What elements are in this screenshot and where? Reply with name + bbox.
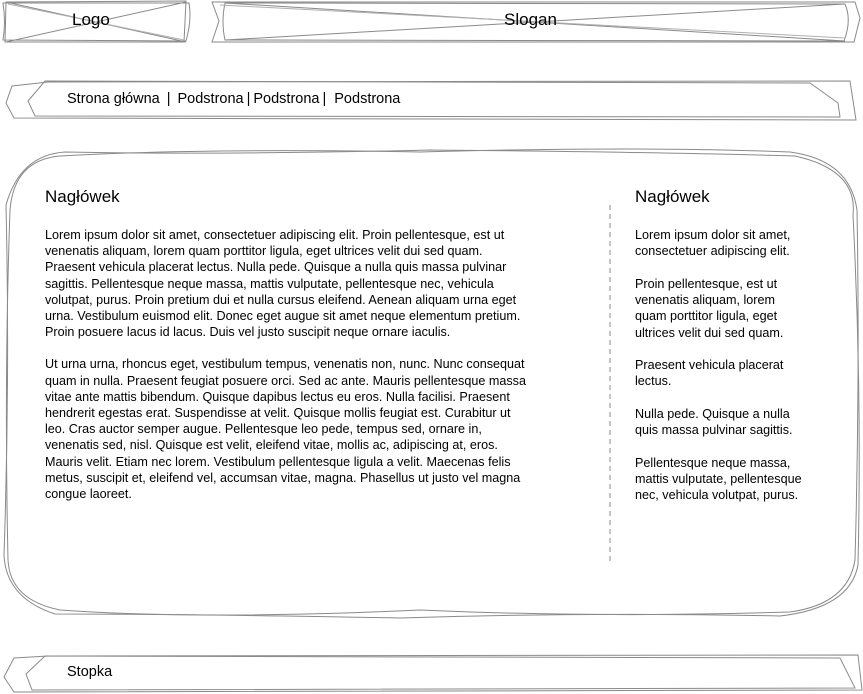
sidebar-heading: Nagłówek [635, 187, 710, 206]
nav-item-home[interactable]: Strona główna [67, 91, 160, 107]
nav-item-subpage-2[interactable]: Podstrona [253, 91, 320, 107]
main-nav [67, 91, 400, 107]
main-paragraph: Lorem ipsum dolor sit amet, consectetuer adipiscing elit. Proin pellentesque, est ut venenatis aliquam, lorem quam porttitor ligula, eget ultrices velit dui sed quam. Praesent vehicula placerat lectus. Nulla pede. Quisque a nulla quis massa pulvinar sagittis. Pellentesque neque massa, mattis vulputate, pellentesque nec, vehicula volutpat, purus. Proin pretium dui et nulla cursus eleifend. Aenean aliquam urna eget urna. Vestibulum euismod elit. Donec eget augue sit amet neque elementum pretium. Proin posuere lacus id lacus. Duis vel justo suscipit neque ornare iaculis. [45, 228, 521, 340]
footer-bar-frame [4, 655, 862, 692]
sidebar-paragraph: Nulla pede. Quisque a nulla quis massa pulvinar sagittis. [635, 407, 793, 438]
main-heading: Nagłówek [45, 187, 120, 206]
sidebar-paragraph: Pellentesque neque massa, mattis vulputate, pellentesque nec, vehicula volutpat, purus. [635, 456, 802, 503]
footer-label: Stopka [67, 664, 113, 680]
main-content [45, 187, 595, 518]
nav-separator: | [166, 91, 171, 107]
nav-separator: | [322, 91, 327, 107]
nav-separator: | [246, 91, 251, 107]
sidebar [635, 187, 835, 520]
main-paragraph: Ut urna urna, rhoncus eget, vestibulum tempus, venenatis non, nunc. Nunc consequat quam in nulla. Praesent feugiat posuere orci. Sed ac ante. Mauris pellentesque massa vitae ante mattis bibendum. Quisque dapibus lectus eu eros. Nulla facilisi. Praesent hendrerit egestas erat. Suspendisse at velit. Quisque mollis feugiat est. Curabitur ut leo. Cras auctor semper augue. Pellentesque leo pede, tempus sed, ornare in, venenatis sed, nisl. Quisque est velit, eleifend vitae, mollis ac, adipiscing at, eros. Mauris velit. Etiam nec lorem. Vestibulum pellentesque ligula a velit. Maecenas felis metus, suscipit et, eleifend vel, accumsan vitae, magna. Phasellus ut justo vel magna congue laoreet. [45, 357, 526, 502]
sidebar-paragraph: Praesent vehicula placerat lectus. [635, 358, 784, 389]
slogan: Slogan [504, 10, 557, 29]
nav-item-subpage-1[interactable]: Podstrona [177, 91, 244, 107]
nav-item-subpage-3[interactable]: Podstrona [334, 91, 401, 107]
sidebar-paragraph: Lorem ipsum dolor sit amet, consectetuer adipiscing elit. [635, 228, 791, 259]
logo[interactable]: Logo [72, 10, 110, 29]
sidebar-paragraph: Proin pellentesque, est ut venenatis aliquam, lorem quam porttitor ligula, eget ultrices velit dui sed quam. [635, 276, 784, 340]
